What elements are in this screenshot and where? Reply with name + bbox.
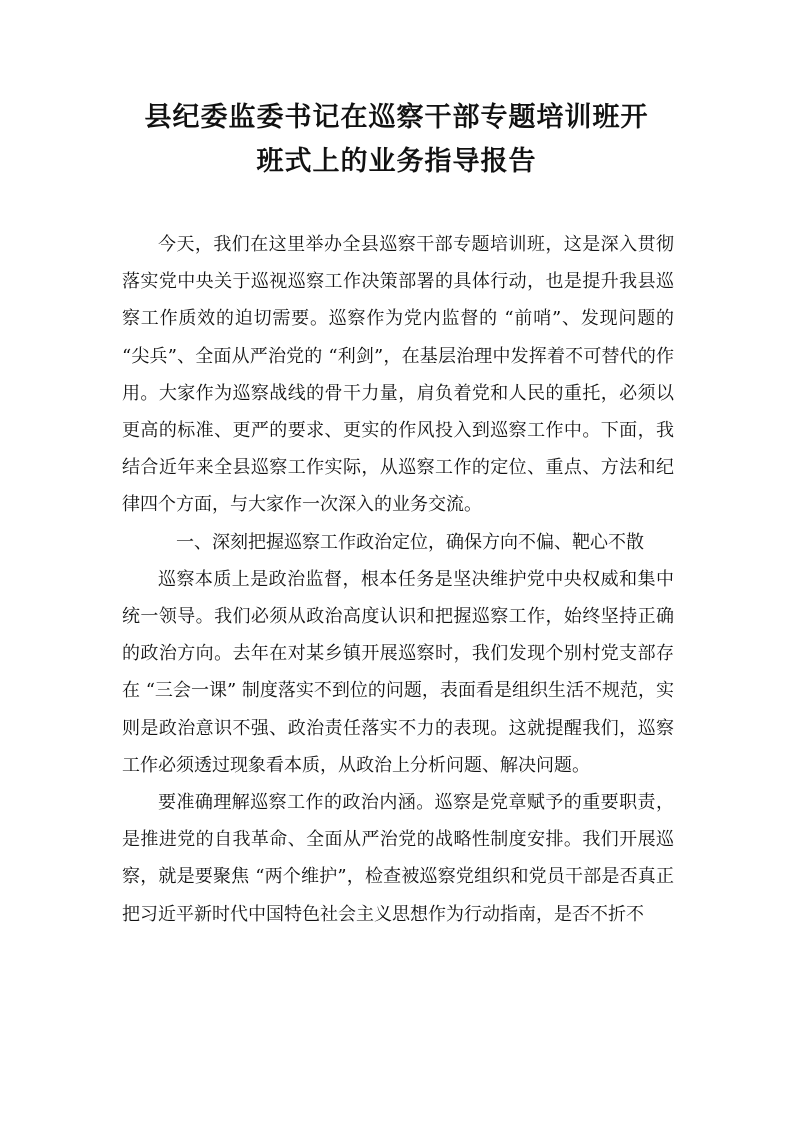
document-body [122, 226, 674, 933]
paragraph-intro: 今天，我们在这里举办全县巡察干部专题培训班，这是深入贯彻落实党中央关于巡视巡察工作决策部署的具体行动，也是提升我县巡察工作质效的迫切需要。巡察作为党内监督的 “前哨”、发现问题的 “尖兵”、全面从严治党的 “利剑”，在基层治理中发挥着不可替代的作用。大家作为巡察战线的骨干力量，肩负着党和人民的重托，必须以更高的标准、更严的要求、更实的作风投入到巡察工作中。下面，我结合近年来全县巡察工作实际，从巡察工作的定位、重点、方法和纪律四个方面，与大家作一次深入的业务交流。 [122, 234, 674, 516]
paragraph-political-connotation: 要准确理解巡察工作的政治内涵。巡察是党章赋予的重要职责，是推进党的自我革命、全面从严治党的战略性制度安排。我们开展巡察，就是要聚焦 “两个维护”，检查被巡察党组织和党员干部是否真正把习近平新时代中国特色社会主义思想作为行动指南，是否不折不 [122, 792, 674, 925]
title-line-1: 县纪委监委书记在巡察干部专题培训班开 [144, 102, 649, 133]
title-line-2: 班式上的业务指导报告 [256, 146, 537, 177]
section-heading-1: 一、深刻把握巡察工作政治定位，确保方向不偏、靶心不散 [176, 531, 644, 553]
document-title [100, 96, 693, 184]
paragraph-political-supervision: 巡察本质上是政治监督，根本任务是坚决维护党中央权威和集中统一领导。我们必须从政治高度认识和把握巡察工作，始终坚持正确的政治方向。去年在对某乡镇开展巡察时，我们发现个别村党支部存在 “三会一课” 制度落实不到位的问题，表面看是组织生活不规范，实则是政治意识不强、政治责任落实不力的表现。这就提醒我们，巡察工作必须透过现象看本质，从政治上分析问题、解决问题。 [122, 568, 674, 776]
